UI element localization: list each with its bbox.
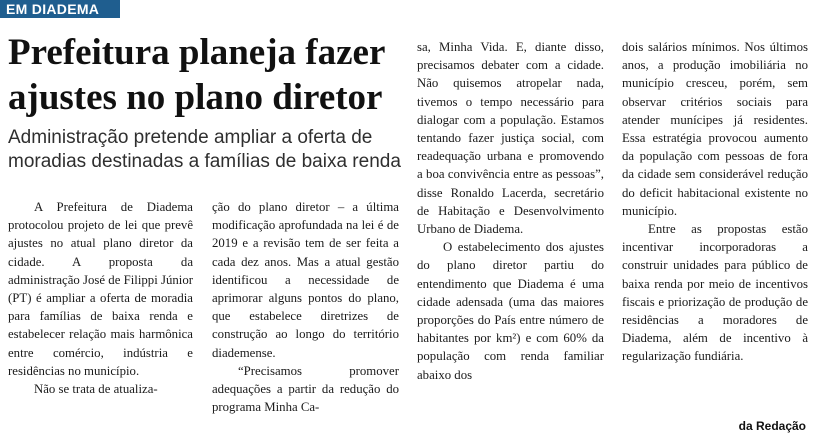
paragraph: O estabelecimento dos ajustes do plano diretor partiu do entendimento que Diadema é uma cidade adensada (uma das maiores proporções do País entre número de habitantes por km²) e com 60% da população com renda familiar abaixo dos	[417, 240, 604, 382]
paragraph: ção do plano diretor – a última modificação aprofundada na lei é de 2019 e a revisão tem de ser feita a cada dez anos. Mas a atual gestão identificou a necessidade de aprimorar alguns pontos do plano, que estabelece diretrizes de construção ao longo do território diademense.	[212, 200, 399, 360]
paragraph: Entre as propostas estão incentivar incorporadoras a construir unidades para público de baixa renda por meio de incentivos fiscais e priorização de produção de residências a moradores de Diadema, além de incentivo à regularização fundiária.	[622, 222, 808, 364]
paragraph: “Precisamos promover adequações a partir da redução do programa Minha Ca-	[212, 363, 399, 415]
paragraph: Não se trata de atualiza-	[34, 382, 158, 397]
author-credit: da Redação	[738, 419, 806, 433]
article-column-2	[212, 198, 399, 416]
section-tag: EM DIADEMA	[0, 0, 120, 18]
headline: Prefeitura planeja fazer ajustes no plano diretor	[8, 32, 385, 118]
paragraph: dois salários mínimos. Nos últimos anos, a produção imobiliária no município cresceu, porém, sem observar critérios sociais para atender munícipes já residentes. Essa estratégia provocou aumento da população com pessoas de fora da cidade sem considerável redução do deficit habitacional existente no município.	[622, 40, 808, 218]
paragraph: sa, Minha Vida. E, diante disso, precisamos debater com a cidade. Não quisemos atropelar nada, tivemos o tempo necessário para dialogar com a população. Estamos tentando fazer justiça social, com readequação urbana e promovendo a boa convivência entre as pessoas”, disse Ronaldo Lacerda, secretário de Habitação e Desenvolvimento Urbano de Diadema.	[417, 40, 604, 237]
standfirst: Administração pretende ampliar a oferta de moradias destinadas a famílias de baixa renda	[8, 127, 401, 172]
paragraph: A Prefeitura de Diadema protocolou projeto de lei que prevê ajustes no atual plano diretor da cidade. A proposta da administração José de Filippi Júnior (PT) é ampliar a oferta de moradia para famílias de baixa renda e estabelecer relação mais harmônica entre comércio, indústria e residências no município.	[8, 200, 193, 378]
article-column-4	[622, 38, 808, 366]
article-column-1	[8, 198, 193, 398]
article-column-3	[417, 38, 604, 384]
